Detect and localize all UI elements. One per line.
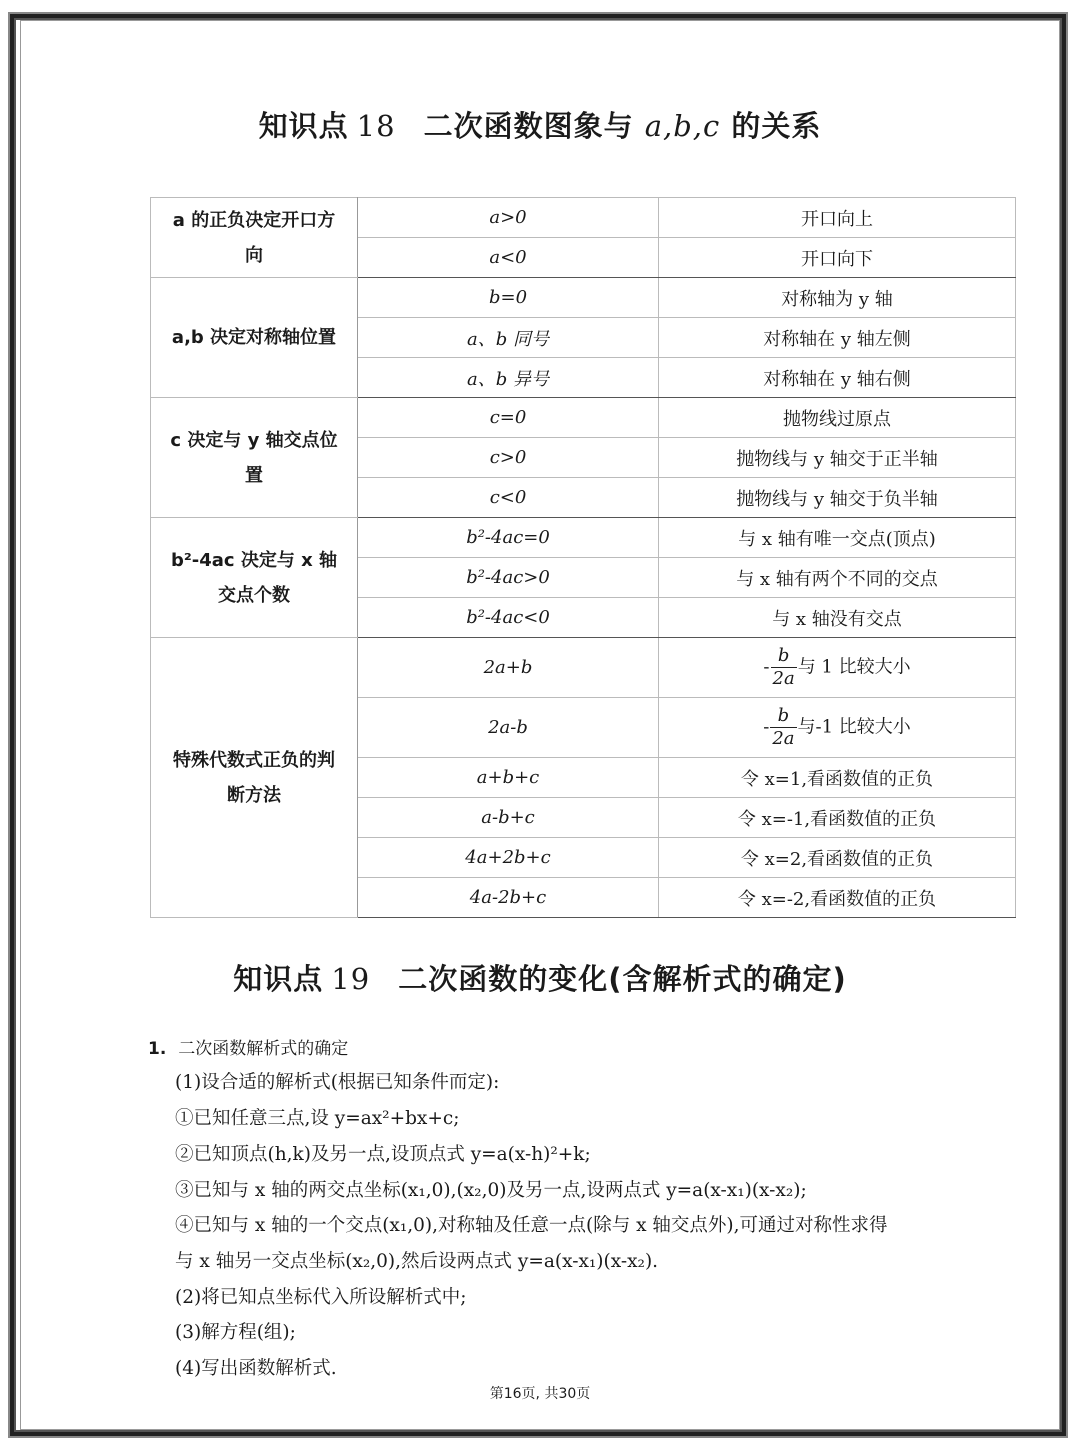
section-line: ③已知与 x 轴的两交点坐标(x₁,0),(x₂,0)及另一点,设两点式 y=a(x-x₁)(x-x₂); [175, 1180, 807, 1201]
section-line: ②已知顶点(h,k)及另一点,设顶点式 y=a(x-h)²+k; [175, 1144, 591, 1165]
result-cell: 抛物线与 y 轴交于负半轴 [659, 478, 1016, 518]
condition-cell: 4a-2b+c [358, 878, 659, 918]
condition-cell: 2a-b [358, 698, 659, 758]
category-cell: a 的正负决定开口方向 [151, 198, 358, 278]
fraction-denominator: 2a [772, 728, 795, 749]
table-row [151, 638, 1016, 698]
section-line: ④已知与 x 轴的一个交点(x₁,0),对称轴及任意一点(除与 x 轴交点外),可通过对称性求得 [175, 1215, 888, 1236]
relationship-table [150, 197, 1016, 918]
table-row [151, 398, 1016, 438]
condition-cell: a、b 同号 [358, 318, 659, 358]
condition-cell: a-b+c [358, 798, 659, 838]
heading-knowledge-19 [0, 957, 1080, 998]
result-cell: 令 x=-2,看函数值的正负 [659, 878, 1016, 918]
category-cell: c 决定与 y 轴交点位置 [151, 398, 358, 518]
condition-cell: b²-4ac>0 [358, 558, 659, 598]
heading-title: 二次函数图象与 [423, 109, 634, 143]
result-cell: 开口向下 [659, 238, 1016, 278]
minus-sign: - [763, 656, 770, 678]
heading-number: 18 [356, 109, 396, 143]
result-text: 与 1 比较大小 [797, 656, 911, 678]
section-line: (3)解方程(组); [175, 1322, 296, 1343]
condition-cell: a、b 异号 [358, 358, 659, 398]
category-cell: 特殊代数式正负的判断方法 [151, 638, 358, 918]
condition-cell: a>0 [358, 198, 659, 238]
condition-cell: b=0 [358, 278, 659, 318]
condition-cell: 4a+2b+c [358, 838, 659, 878]
section-title: 二次函数解析式的确定 [178, 1039, 349, 1059]
section-line: ①已知任意三点,设 y=ax²+bx+c; [175, 1108, 460, 1129]
result-cell: 与 x 轴没有交点 [659, 598, 1016, 638]
result-cell: 令 x=-1,看函数值的正负 [659, 798, 1016, 838]
condition-cell: c<0 [358, 478, 659, 518]
condition-cell: a+b+c [358, 758, 659, 798]
table-row [151, 278, 1016, 318]
heading-suffix: 的关系 [731, 109, 822, 143]
category-cell: b²-4ac 决定与 x 轴交点个数 [151, 518, 358, 638]
section-line: (2)将已知点坐标代入所设解析式中; [175, 1287, 467, 1308]
result-cell: 与 x 轴有唯一交点(顶点) [659, 518, 1016, 558]
result-cell: 对称轴为 y 轴 [659, 278, 1016, 318]
minus-sign: - [763, 716, 770, 738]
result-cell: 抛物线过原点 [659, 398, 1016, 438]
category-cell: a,b 决定对称轴位置 [151, 278, 358, 398]
heading-vars: a,b,c [644, 109, 721, 143]
heading-prefix: 知识点 [233, 962, 324, 996]
heading-knowledge-18 [0, 104, 1080, 145]
section-1-heading [148, 1034, 348, 1059]
condition-cell: c>0 [358, 438, 659, 478]
section-line: (4)写出函数解析式. [175, 1358, 337, 1379]
heading-number: 19 [331, 962, 371, 996]
result-cell: 抛物线与 y 轴交于正半轴 [659, 438, 1016, 478]
section-line: 与 x 轴另一交点坐标(x₂,0),然后设两点式 y=a(x-x₁)(x-x₂). [175, 1251, 659, 1272]
fraction [770, 705, 796, 750]
fraction-numerator: b [770, 705, 796, 728]
fraction-denominator: 2a [772, 668, 795, 689]
condition-cell: a<0 [358, 238, 659, 278]
fraction [771, 645, 797, 690]
heading-prefix: 知识点 [258, 109, 349, 143]
fraction-numerator: b [771, 645, 797, 668]
table-row [151, 518, 1016, 558]
result-cell: 令 x=1,看函数值的正负 [659, 758, 1016, 798]
result-cell [659, 698, 1016, 758]
section-number: 1. [148, 1039, 167, 1059]
heading-title: 二次函数的变化(含解析式的确定) [398, 962, 847, 996]
result-cell: 令 x=2,看函数值的正负 [659, 838, 1016, 878]
result-text: 与-1 比较大小 [797, 716, 911, 738]
condition-cell: b²-4ac<0 [358, 598, 659, 638]
condition-cell: c=0 [358, 398, 659, 438]
table-row [151, 198, 1016, 238]
section-line: (1)设合适的解析式(根据已知条件而定): [175, 1072, 500, 1093]
result-cell: 与 x 轴有两个不同的交点 [659, 558, 1016, 598]
result-cell: 对称轴在 y 轴右侧 [659, 358, 1016, 398]
result-cell: 开口向上 [659, 198, 1016, 238]
result-cell [659, 638, 1016, 698]
condition-cell: b²-4ac=0 [358, 518, 659, 558]
page-footer: 第16页, 共30页 [489, 1386, 591, 1402]
result-cell: 对称轴在 y 轴左侧 [659, 318, 1016, 358]
condition-cell: 2a+b [358, 638, 659, 698]
